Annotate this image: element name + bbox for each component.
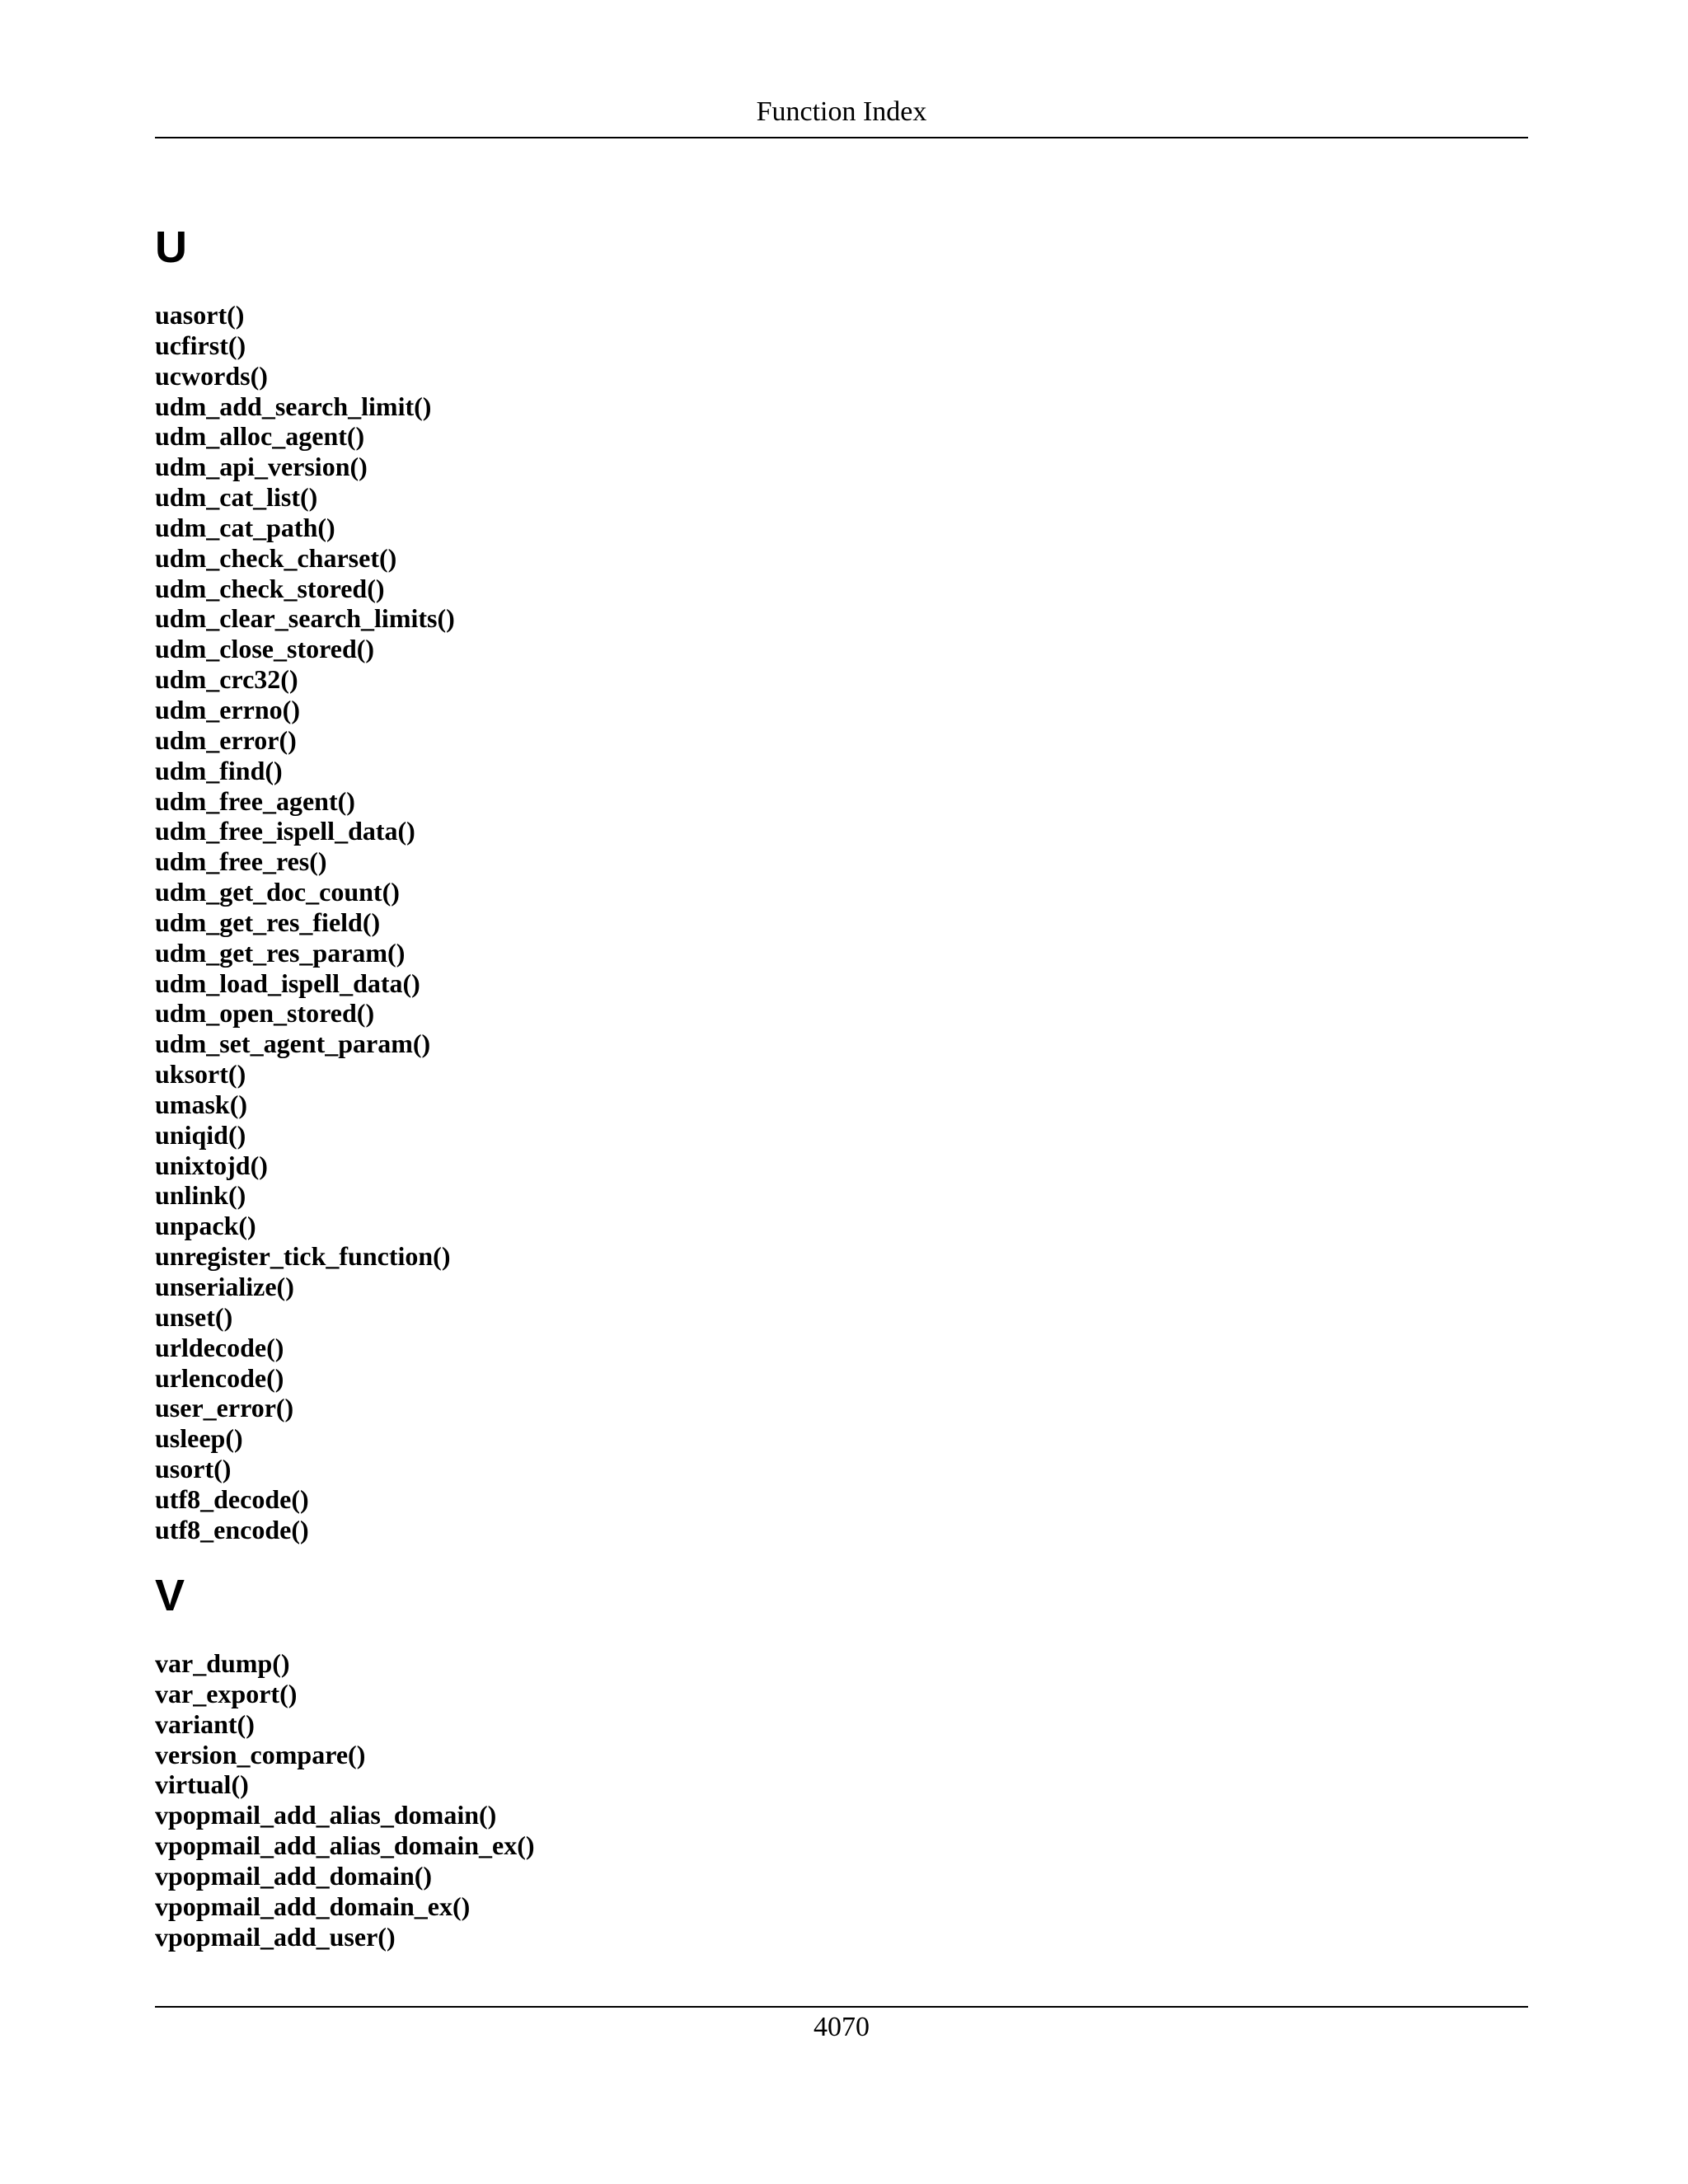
- function-entry: vpopmail_add_alias_domain(): [155, 1800, 497, 1830]
- function-entry: virtual(): [155, 1769, 249, 1800]
- function-entry: udm_get_res_field(): [155, 907, 381, 937]
- function-entry: udm_get_doc_count(): [155, 877, 400, 907]
- function-entry: version_compare(): [155, 1739, 366, 1769]
- function-entry: urlencode(): [155, 1362, 284, 1393]
- function-entry: unregister_tick_function(): [155, 1241, 451, 1272]
- function-entry: udm_set_agent_param(): [155, 1029, 431, 1059]
- function-entry: udm_close_stored(): [155, 634, 375, 664]
- function-entry: umask(): [155, 1089, 248, 1119]
- function-entry: variant(): [155, 1708, 255, 1739]
- function-entry: unset(): [155, 1301, 233, 1332]
- function-entry: udm_free_res(): [155, 846, 327, 877]
- function-entry: ucwords(): [155, 360, 268, 391]
- function-entry: utf8_encode(): [155, 1514, 309, 1544]
- function-entry: var_export(): [155, 1678, 298, 1708]
- function-entry: ucfirst(): [155, 330, 246, 360]
- function-entry: udm_find(): [155, 755, 283, 785]
- page-number: 4070: [814, 2012, 870, 2042]
- function-entry: vpopmail_add_domain(): [155, 1860, 433, 1891]
- function-entry: udm_error(): [155, 724, 297, 755]
- function-entry: uasort(): [155, 300, 245, 330]
- function-entry: udm_api_version(): [155, 452, 368, 482]
- function-entry: udm_check_charset(): [155, 542, 397, 573]
- function-entry: unserialize(): [155, 1272, 294, 1301]
- function-entry: udm_free_ispell_data(): [155, 816, 415, 846]
- function-entry: udm_open_stored(): [155, 998, 375, 1029]
- function-entry: vpopmail_add_user(): [155, 1921, 396, 1952]
- function-entry: udm_get_res_param(): [155, 937, 406, 968]
- function-entry: vpopmail_add_domain_ex(): [155, 1891, 471, 1921]
- section-heading-u: U: [155, 223, 187, 272]
- function-entry: udm_check_stored(): [155, 573, 385, 603]
- function-entry: udm_crc32(): [155, 664, 298, 695]
- function-entry: utf8_decode(): [155, 1483, 309, 1514]
- function-entry: udm_free_agent(): [155, 785, 355, 816]
- function-entry: urldecode(): [155, 1332, 284, 1362]
- function-entry: unlink(): [155, 1180, 246, 1211]
- page-header-title: Function Index: [756, 96, 927, 127]
- function-entry: udm_cat_path(): [155, 512, 335, 542]
- function-entry: unpack(): [155, 1211, 256, 1241]
- function-entry: vpopmail_add_alias_domain_ex(): [155, 1830, 535, 1861]
- function-entry: udm_errno(): [155, 694, 300, 724]
- function-entry: usort(): [155, 1454, 232, 1484]
- function-entry: var_dump(): [155, 1648, 290, 1678]
- function-entry: udm_cat_list(): [155, 482, 318, 513]
- function-entry: uksort(): [155, 1059, 246, 1090]
- function-list-u: [155, 300, 455, 1545]
- function-entry: unixtojd(): [155, 1150, 268, 1180]
- function-entry: usleep(): [155, 1423, 243, 1454]
- function-entry: udm_clear_search_limits(): [155, 603, 455, 634]
- function-list-v: [155, 1648, 535, 1952]
- function-entry: user_error(): [155, 1393, 294, 1423]
- function-entry: udm_alloc_agent(): [155, 421, 365, 452]
- function-entry: uniqid(): [155, 1119, 246, 1150]
- section-heading-v: V: [155, 1571, 185, 1620]
- function-entry: udm_load_ispell_data(): [155, 968, 420, 998]
- function-entry: udm_add_search_limit(): [155, 391, 432, 421]
- header-rule: [155, 137, 1528, 138]
